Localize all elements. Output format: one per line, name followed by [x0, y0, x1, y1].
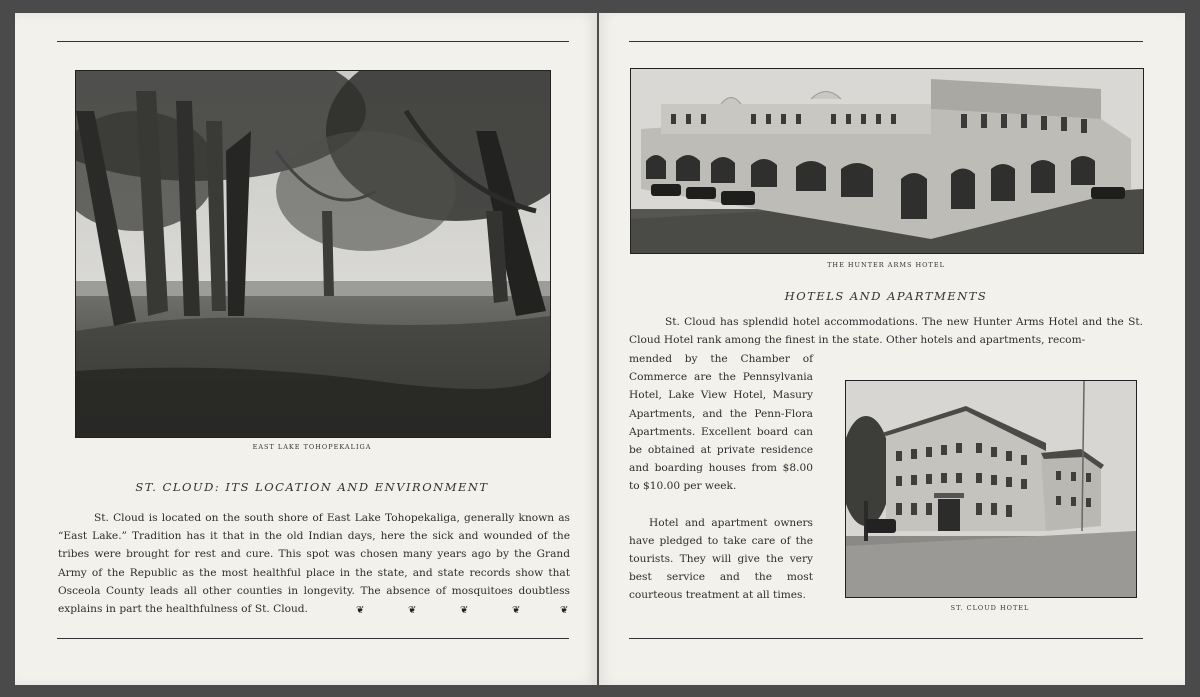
left-page [15, 13, 597, 685]
ornament-5: ❦ [560, 605, 569, 616]
ornament-3: ❦ [460, 605, 469, 616]
st-cloud-hotel-caption: ST. CLOUD HOTEL [950, 604, 1030, 612]
ornament-1: ❦ [356, 605, 365, 616]
st-cloud-hotel-photo [845, 380, 1137, 598]
bottom-rule [629, 638, 1143, 639]
bottom-rule [57, 638, 569, 639]
hotels-heading: HOTELS AND APARTMENTS [784, 289, 988, 303]
top-rule [629, 41, 1143, 42]
ornament-2: ❦ [408, 605, 417, 616]
right-page [599, 13, 1185, 685]
hunter-arms-photo [630, 68, 1144, 254]
st-cloud-hotel-illustration [846, 381, 1136, 597]
location-paragraph [58, 509, 570, 618]
top-rule [57, 41, 569, 42]
hotels-intro [629, 313, 1143, 349]
lake-photo-illustration [76, 71, 550, 437]
hunter-arms-caption: THE HUNTER ARMS HOTEL [827, 261, 945, 269]
hunter-arms-illustration [631, 69, 1143, 253]
ornament-4: ❦ [512, 605, 521, 616]
hotels-column-text: mended by the Chamber of Commerce are the Pennsylvania Hotel, Lake View Hotel, Masury Apartments, and the Penn-Flora Apartments. Excellent board can be obtained at private residence and boarding houses from $8.00 to $10.00 per week. [629, 353, 813, 493]
hotels-column [629, 350, 813, 605]
hotels-intro-text: St. Cloud has splendid hotel accommodations. The new Hunter Arms Hotel and the St. Cloud Hotel rank among the finest in the state. Other hotels and apartments, recom- [629, 316, 1143, 347]
hotels-column-text-2: Hotel and apartment owners have pledged to take care of the tourists. They will give the very best service and the most courteous treatment at all times. [629, 516, 813, 602]
lake-photo [75, 70, 551, 438]
location-paragraph-text: St. Cloud is located on the south shore of East Lake Tohopekaliga, generally known as “East Lake.” Tradition has it that in the old Indian days, here the sick and wounded of the tribes were brought for rest and cure. This spot was chosen many years ago by the Grand Army of the Republic as the most healthful place in the state, and state records show that Osceola County leads all other counties in longevity. The absence of mosquitoes doubtless explains in part the healthfulness of St. Cloud. [58, 512, 570, 616]
location-heading: ST. CLOUD: ITS LOCATION AND ENVIRONMENT [135, 480, 489, 494]
lake-photo-caption: EAST LAKE TOHOPEKALIGA [252, 443, 372, 451]
